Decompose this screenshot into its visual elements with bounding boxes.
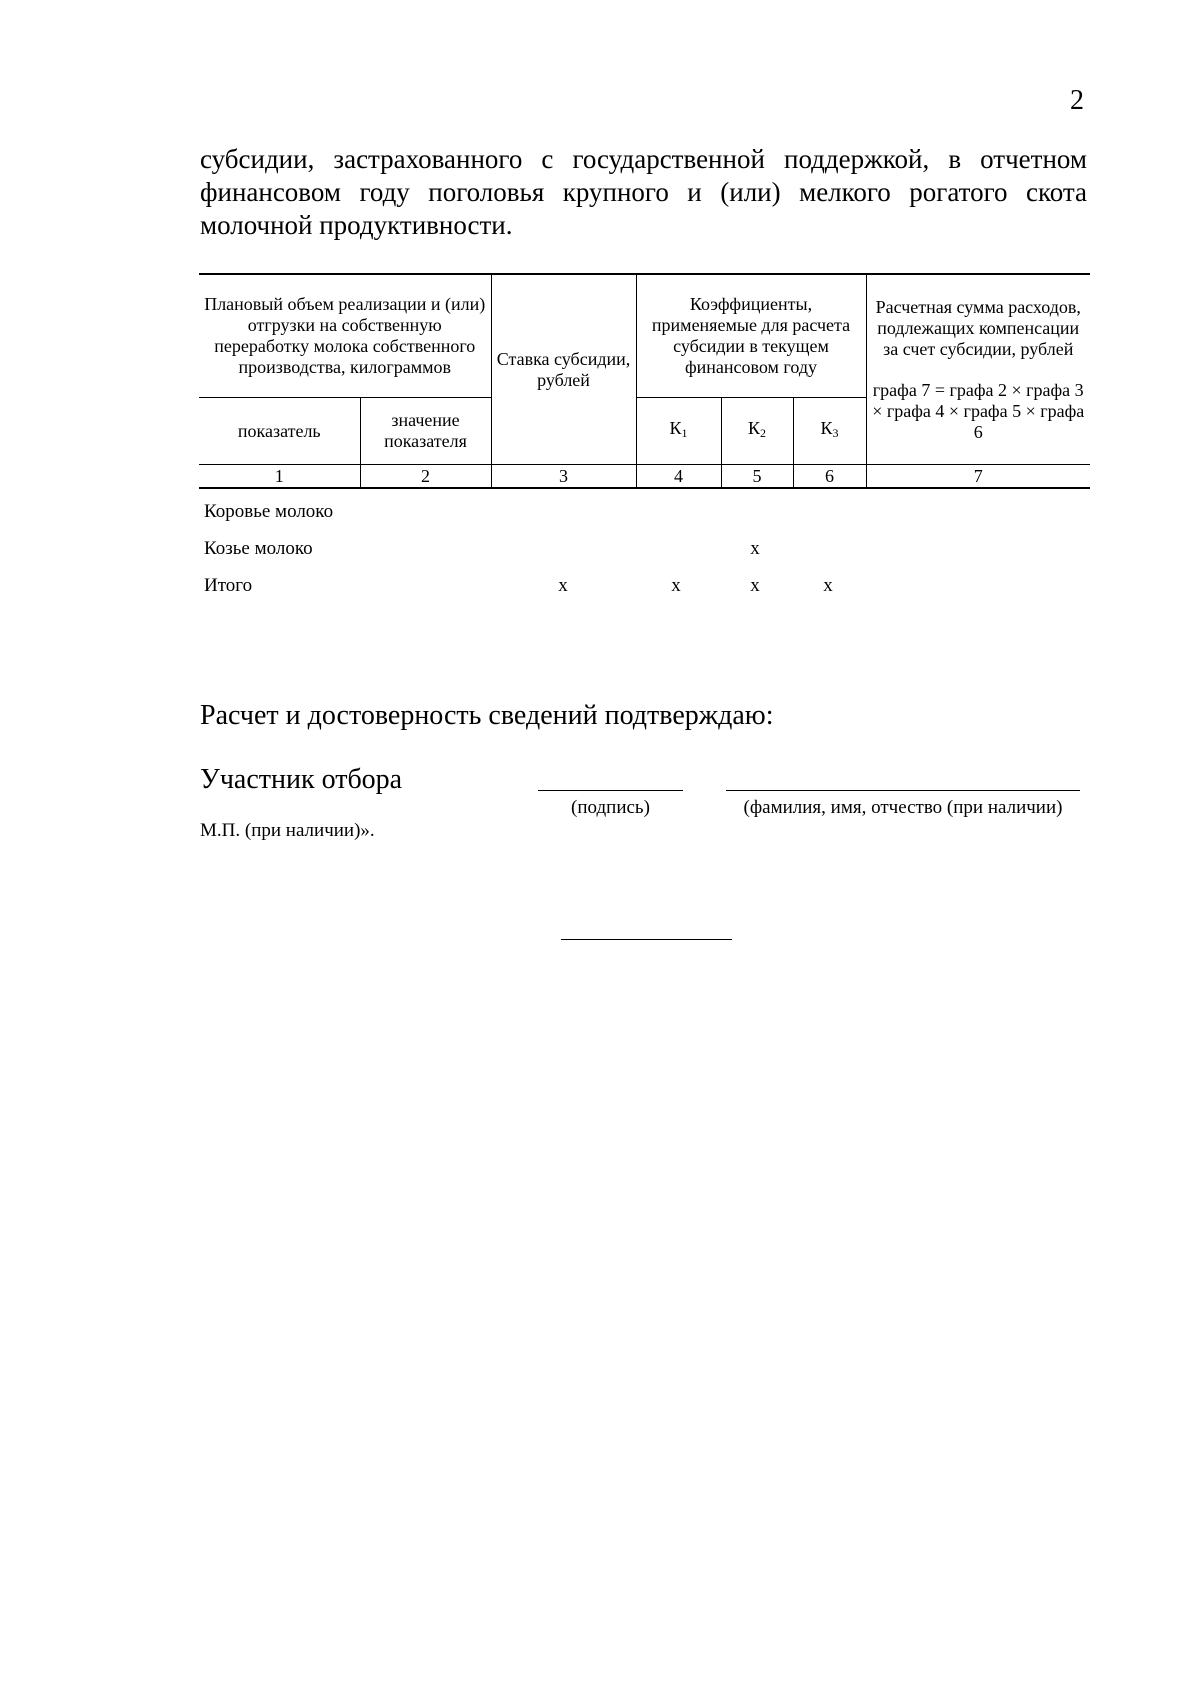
header-estimated-sum-text: Расчетная сумма расходов, подлежащих компенсации за счет субсидии, рублей (875, 296, 1081, 359)
confirmation-statement: Расчет и достоверность сведений подтверждаю: (200, 700, 774, 731)
header-indicator-value: значение показателя (360, 398, 491, 465)
row-label-goat-milk: Козье молоко (204, 538, 313, 559)
header-estimated-sum (866, 274, 1090, 465)
row-label-total: Итого (204, 575, 253, 596)
header-k2 (721, 398, 793, 465)
column-number: 6 (793, 465, 866, 489)
column-number: 4 (636, 465, 721, 489)
header-k1 (636, 398, 721, 465)
signature-line (538, 790, 683, 791)
end-rule (561, 939, 732, 940)
column-number: 5 (721, 465, 793, 489)
column-number: 2 (360, 465, 491, 489)
k3-subscript: 3 (832, 426, 839, 440)
column-number: 1 (199, 465, 360, 489)
k3-letter: К (820, 418, 833, 438)
total-col4-mark: х (671, 575, 681, 596)
column-number-row (199, 465, 1090, 489)
column-number: 3 (491, 465, 636, 489)
stamp-note: М.П. (при наличии)». (200, 820, 375, 841)
header-formula: графа 7 = графа 2 × графа 3 × графа 4 × графа 5 × графа 6 (872, 379, 1085, 442)
k2-subscript: 2 (760, 426, 766, 440)
k1-subscript: 1 (681, 426, 688, 440)
signature-caption: (подпись) (571, 797, 650, 818)
name-caption: (фамилия, имя, отчество (при наличии) (743, 797, 1063, 818)
row-label-cow-milk: Коровье молоко (204, 501, 334, 522)
header-indicator: показатель (199, 398, 360, 465)
k1-letter: К (669, 418, 682, 438)
total-col5-mark: х (750, 575, 760, 596)
subsidy-calculation-table (199, 273, 1090, 489)
total-col6-mark: х (823, 575, 833, 596)
total-col3-mark: х (558, 575, 568, 596)
intro-paragraph: субсидии, застрахованного с государственной поддержкой, в отчетном финансовом году поголовья крупного и (или) мелкого рогатого скота молочной продуктивности. (200, 144, 1087, 240)
goat-milk-col5-mark: х (750, 538, 760, 559)
page-number: 2 (1070, 85, 1084, 116)
participant-label: Участник отбора (200, 764, 403, 795)
header-planned-volume: Плановый объем реализации и (или) отгрузки на собственную переработку молока собственного производства, килограммов (199, 274, 491, 398)
k2-letter: К (747, 418, 760, 438)
header-rate: Ставка субсидии, рублей (491, 274, 636, 465)
column-number: 7 (866, 465, 1090, 489)
header-k3 (793, 398, 866, 465)
name-line (726, 790, 1080, 791)
header-coefficients: Коэффициенты, применяемые для расчета субсидии в текущем финансовом году (636, 274, 866, 398)
